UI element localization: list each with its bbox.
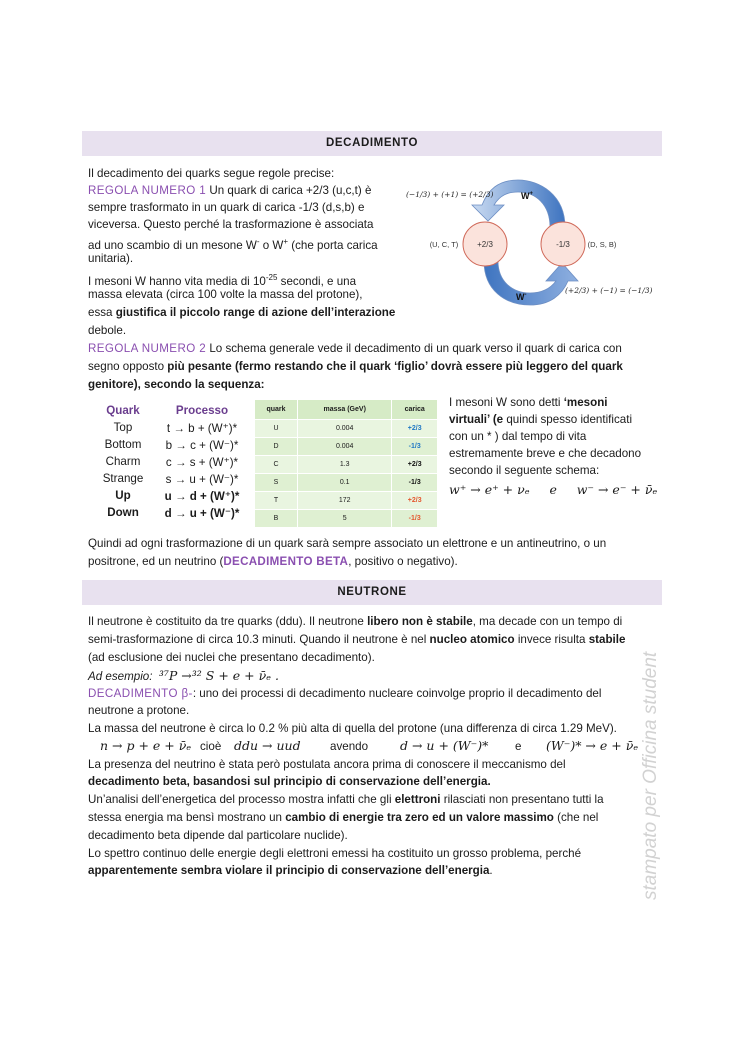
example-label: Ad esempio: bbox=[88, 670, 153, 683]
right-quark-label: (D, S, B) bbox=[587, 240, 617, 249]
rule2-text-1: Lo schema generale vede il decadimento di un quark verso il quark di carica con bbox=[209, 342, 622, 355]
header-carica: carica bbox=[392, 400, 437, 419]
quark-mass-table bbox=[255, 400, 437, 527]
text: I mesoni W sono detti bbox=[449, 396, 564, 409]
text: secondi, e una bbox=[277, 274, 357, 288]
table-row bbox=[255, 419, 437, 437]
eq-e: e bbox=[515, 740, 522, 753]
eq-w-decay: (W⁻)* → e + ν̄ₑ bbox=[546, 738, 639, 753]
header-quark: Quark bbox=[106, 404, 140, 417]
mass-table-cell-quark: T bbox=[255, 491, 298, 509]
text: (che nel bbox=[553, 811, 599, 824]
text: invece risulta bbox=[514, 633, 589, 646]
table-row bbox=[255, 455, 437, 473]
spectrum-line-2 bbox=[88, 862, 493, 879]
text: o W bbox=[259, 238, 284, 252]
mesons-line-4: debole. bbox=[88, 324, 127, 337]
example-line bbox=[88, 667, 279, 685]
text: positrone, ed un neutrino ( bbox=[88, 555, 224, 568]
sup: - bbox=[256, 237, 260, 246]
formula-bottom: (+2/3) + (−1) = (−1/3) bbox=[565, 286, 653, 295]
mass-table-cell-charge: +2/3 bbox=[392, 491, 437, 509]
mass-table-cell-charge: +2/3 bbox=[392, 419, 437, 437]
top-arrow bbox=[472, 180, 565, 227]
neutron-line-2 bbox=[88, 631, 625, 648]
mass-table-cell-charge: -1/3 bbox=[392, 437, 437, 455]
beta-decay-line-1 bbox=[88, 685, 601, 702]
mass-table-cell-charge: +2/3 bbox=[392, 455, 437, 473]
w-minus-sup: - bbox=[524, 292, 527, 298]
virtual-line-1 bbox=[449, 394, 608, 411]
quark-name: Top bbox=[113, 421, 133, 434]
spectrum-line-1: Lo spettro continuo delle energie degli elettroni emessi ha costituito un grosso problema, perché bbox=[88, 847, 582, 860]
quark-name: Down bbox=[107, 506, 139, 519]
eq-n-to-p: n → p + e + ν̄ₑ bbox=[100, 738, 192, 753]
neutron-line-1 bbox=[88, 613, 622, 630]
w-plus-label: W bbox=[521, 191, 530, 201]
section-header-decadimento bbox=[82, 131, 662, 156]
quark-decay-diagram bbox=[400, 175, 655, 310]
process: u → d + (W⁺)* bbox=[164, 489, 240, 503]
bold-text: libero non è stabile bbox=[367, 615, 473, 628]
process: b → c + (W⁻)* bbox=[165, 438, 239, 452]
mass-table-cell-quark: S bbox=[255, 473, 298, 491]
text: , ma decade con un tempo di bbox=[472, 615, 623, 628]
energy-line-3: decadimento beta dipende dal particolare nuclide). bbox=[88, 829, 348, 842]
mass-table-cell-quark: U bbox=[255, 419, 298, 437]
process: d → u + (W⁻)* bbox=[164, 506, 240, 520]
mass-table-cell-charge: -1/3 bbox=[392, 509, 437, 527]
section-header-neutrone bbox=[82, 580, 662, 605]
text: (che porta carica bbox=[288, 238, 378, 252]
bold-text: ‘mesoni bbox=[563, 396, 608, 409]
table-row bbox=[255, 509, 437, 527]
text: semi-trasformazione di circa 10.3 minuti. Quando il neutrone è nel bbox=[88, 633, 430, 646]
virtual-line-2 bbox=[449, 411, 632, 428]
eq-cioe: cioè bbox=[200, 740, 222, 753]
text: stessa energia ma bensì mostrano un bbox=[88, 811, 286, 824]
left-charge: +2/3 bbox=[477, 240, 493, 249]
rule1-text-1: Un quark di carica +2/3 (u,c,t) è bbox=[209, 184, 372, 197]
mass-table-cell-charge: -1/3 bbox=[392, 473, 437, 491]
table-row bbox=[92, 504, 250, 521]
quark-name: Strange bbox=[102, 472, 144, 485]
text: essa bbox=[88, 306, 116, 319]
text: Un’analisi dell’energetica del processo mostra infatti che gli bbox=[88, 793, 395, 806]
sup: -25 bbox=[265, 273, 278, 282]
bold-text: stabile bbox=[588, 633, 626, 646]
mass-table-cell-mass: 0.004 bbox=[298, 419, 392, 437]
example-formula: ³⁷P →³² S + e + ν̄ₑ . bbox=[158, 668, 279, 683]
neutrino-line-2: decadimento beta, basandosi sul principio di conservazione dell’energia. bbox=[88, 775, 491, 788]
bottom-arrow bbox=[484, 261, 578, 305]
table-row bbox=[255, 491, 437, 509]
bold-text: virtuali’ (e bbox=[449, 413, 504, 426]
mass-table-cell-mass: 5 bbox=[298, 509, 392, 527]
rule1-line-5: unitaria). bbox=[88, 252, 134, 265]
mass-table-cell-quark: C bbox=[255, 455, 298, 473]
left-quark-label: (U, C, T) bbox=[429, 240, 459, 249]
section-title: DECADIMENTO bbox=[325, 137, 418, 149]
text: rilasciati non presentano tutti la bbox=[440, 793, 604, 806]
beta-decay-label: DECADIMENTO β- bbox=[88, 687, 193, 700]
quark-process-table bbox=[92, 402, 250, 521]
bold-text: apparentemente sembra violare il principio di conservazione dell’energia bbox=[88, 864, 490, 877]
section-title: NEUTRONE bbox=[337, 586, 407, 598]
neutron-line-3: (ad esclusione dei nuclei che presentano decadimento). bbox=[88, 651, 375, 664]
mass-table-cell-mass: 0.004 bbox=[298, 437, 392, 455]
text: Il neutrone è costituito da tre quarks (ddu). Il neutrone bbox=[88, 615, 368, 628]
process: c → s + (W⁺)* bbox=[165, 455, 239, 469]
formula-top: (−1/3) + (+1) = (+2/3) bbox=[406, 190, 494, 199]
sup: + bbox=[283, 237, 289, 246]
process: s → u + (W⁻)* bbox=[165, 472, 239, 486]
beta-decay-line-2: neutrone a protone. bbox=[88, 704, 190, 717]
virtual-line-4: estremamente breve e che decadono bbox=[449, 447, 642, 460]
mass-table-cell-quark: B bbox=[255, 509, 298, 527]
table-row bbox=[92, 453, 250, 470]
right-charge: -1/3 bbox=[556, 240, 570, 249]
quark-name: Bottom bbox=[104, 438, 142, 451]
text: I mesoni W hanno vita media di 10 bbox=[88, 274, 266, 288]
bold-text: elettroni bbox=[394, 793, 441, 806]
rule2-label: REGOLA NUMERO 2 bbox=[88, 342, 207, 355]
bold-text: più pesante (fermo restando che il quark ‘figlio’ dovrà essere più leggero del quark bbox=[167, 360, 623, 373]
table-row bbox=[255, 473, 437, 491]
rule2-line-3: genitore), secondo la sequenza: bbox=[88, 378, 265, 391]
beta-summary-line-1: Quindi ad ogni trasformazione di un quark sarà sempre associato un elettrone e un antineutrino, o un bbox=[88, 537, 607, 550]
bold-text: giustifica il piccolo range di azione dell’interazione bbox=[115, 306, 396, 319]
mass-table-cell-mass: 0.1 bbox=[298, 473, 392, 491]
quark-name: Charm bbox=[105, 455, 141, 468]
virtual-line-5: secondo il seguente schema: bbox=[449, 464, 600, 477]
header-quark: quark bbox=[255, 400, 298, 419]
beta-summary-line-2 bbox=[88, 553, 458, 570]
bold-text: cambio di energie tra zero ed un valore massimo bbox=[285, 811, 554, 824]
table-row bbox=[92, 470, 250, 487]
eq-ddu-uud: ddu → uud bbox=[234, 738, 301, 753]
rule1-label: REGOLA NUMERO 1 bbox=[88, 184, 207, 197]
decadimento-beta-label: DECADIMENTO BETA bbox=[223, 555, 349, 568]
mass-table-cell-quark: D bbox=[255, 437, 298, 455]
table-row bbox=[92, 436, 250, 453]
virtual-formula: w⁺ → e⁺ + νₑ e w⁻ → e⁻ + ν̄ₑ bbox=[449, 482, 658, 497]
svg-text:W+ bbox=[521, 191, 534, 201]
mass-table-cell-mass: 1.3 bbox=[298, 455, 392, 473]
text: ad uno scambio di un mesone W bbox=[88, 238, 257, 252]
table-row bbox=[255, 437, 437, 455]
energy-line-1 bbox=[88, 791, 604, 808]
neutrino-line-1: La presenza del neutrino è stata però postulata ancora prima di conoscere il meccanismo del bbox=[88, 758, 566, 771]
mesons-line-2: massa elevata (circa 100 volte la massa del protone), bbox=[88, 288, 363, 301]
quark-name: Up bbox=[115, 489, 131, 502]
intro-line: Il decadimento dei quarks segue regole precise: bbox=[88, 167, 335, 180]
eq-d-to-u: d → u + (W⁻)* bbox=[400, 738, 489, 753]
rule1-line-1 bbox=[88, 182, 371, 199]
rule1-line-3: viceversa. Questo perché la trasformazione è associata bbox=[88, 218, 374, 231]
eq-avendo: avendo bbox=[330, 740, 369, 753]
virtual-line-3: con un * ) dal tempo di vita bbox=[449, 430, 587, 443]
energy-line-2 bbox=[88, 809, 598, 826]
text: segno opposto bbox=[88, 360, 168, 373]
text: quindi spesso identificati bbox=[503, 413, 633, 426]
text: , positivo o negativo). bbox=[348, 555, 458, 568]
text: . bbox=[489, 864, 493, 877]
bold-text: nucleo atomico bbox=[429, 633, 515, 646]
process: t → b + (W⁺)* bbox=[166, 421, 238, 435]
rule1-line-2: sempre trasformato in un quark di carica -1/3 (d,s,b) e bbox=[88, 201, 365, 214]
mass-table-cell-mass: 172 bbox=[298, 491, 392, 509]
table-row bbox=[92, 419, 250, 436]
header-massa: massa (GeV) bbox=[298, 400, 392, 419]
mass-diff-line: La massa del neutrone è circa lo 0.2 % più alta di quella del protone (una differenza di circa 1.29 MeV). bbox=[88, 722, 617, 735]
w-plus-sup: + bbox=[529, 191, 534, 197]
w-minus-label: W bbox=[516, 292, 525, 302]
rule2-line-1 bbox=[88, 340, 622, 357]
table-row bbox=[92, 487, 250, 504]
header-processo: Processo bbox=[175, 404, 229, 417]
mesons-line-3 bbox=[88, 304, 395, 321]
watermark-text: stampato per Officina student bbox=[640, 651, 661, 900]
text: : uno dei processi di decadimento nucleare coinvolge proprio il decadimento del bbox=[192, 687, 602, 700]
rule2-line-2 bbox=[88, 358, 623, 375]
